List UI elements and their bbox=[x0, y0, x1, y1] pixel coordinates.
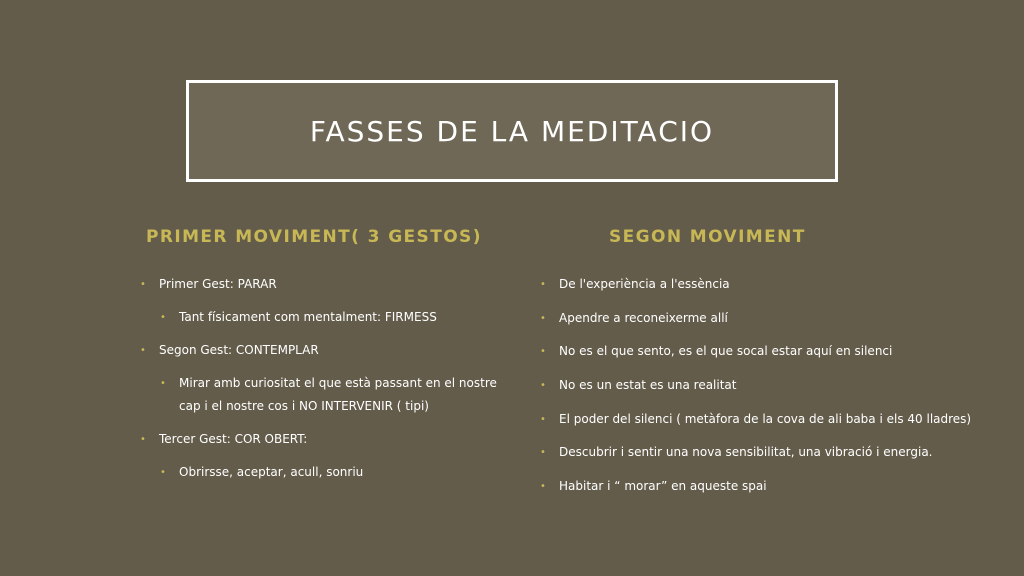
title-box bbox=[186, 80, 838, 182]
sub-bullet-item bbox=[160, 306, 520, 329]
bullet-item bbox=[540, 441, 980, 464]
bullet-text: No es el que sento, es el que socal estar aquí en silenci bbox=[559, 344, 893, 359]
bullet-icon: • bbox=[540, 279, 546, 290]
bullet-text: Obrirsse, aceptar, acull, sonriu bbox=[179, 465, 364, 479]
bullet-text: Segon Gest: CONTEMPLAR bbox=[159, 343, 319, 357]
bullet-text: Mirar amb curiositat el que està passant en el nostre cap i el nostre cos i NO INTERVENIR ( tipi) bbox=[179, 376, 497, 413]
bullet-text: Habitar i “ morar” en aqueste spai bbox=[559, 479, 767, 494]
sub-bullet-item bbox=[160, 461, 520, 484]
bullet-icon: • bbox=[160, 378, 166, 389]
bullet-icon: • bbox=[540, 413, 546, 425]
bullet-icon: • bbox=[540, 447, 546, 459]
bullet-icon: • bbox=[140, 434, 146, 445]
sub-bullet-item bbox=[160, 372, 520, 418]
bullet-text: Descubrir i sentir una nova sensibilitat, una vibració i energia. bbox=[559, 445, 933, 460]
bullet-icon: • bbox=[540, 312, 546, 324]
left-column-heading: PRIMER MOVIMENT( 3 GESTOS) bbox=[146, 227, 482, 247]
bullet-text: De l'experiència a l'essència bbox=[559, 277, 730, 291]
bullet-item bbox=[540, 374, 980, 397]
bullet-item bbox=[540, 475, 980, 498]
slide-title: FASSES DE LA MEDITACIO bbox=[309, 114, 715, 148]
bullet-text: No es un estat es una realitat bbox=[559, 378, 737, 393]
bullet-item bbox=[140, 339, 520, 362]
bullet-text: El poder del silenci ( metàfora de la cova de ali baba i els 40 lladres) bbox=[559, 411, 972, 426]
left-bullet-list bbox=[140, 273, 520, 494]
bullet-icon: • bbox=[160, 467, 166, 478]
bullet-icon: • bbox=[540, 481, 546, 493]
bullet-item bbox=[540, 340, 980, 363]
bullet-icon: • bbox=[540, 346, 546, 358]
bullet-item bbox=[140, 273, 520, 296]
bullet-icon: • bbox=[540, 380, 546, 392]
bullet-icon: • bbox=[160, 312, 166, 323]
bullet-icon: • bbox=[140, 279, 146, 290]
bullet-icon: • bbox=[140, 345, 146, 356]
bullet-item bbox=[540, 273, 980, 296]
right-column-heading: SEGON MOVIMENT bbox=[609, 227, 806, 247]
bullet-text: Tant físicament com mentalment: FIRMESS bbox=[179, 310, 437, 324]
right-bullet-list bbox=[540, 273, 980, 509]
bullet-text: Primer Gest: PARAR bbox=[159, 277, 277, 291]
bullet-item bbox=[140, 428, 520, 451]
bullet-text: Tercer Gest: COR OBERT: bbox=[159, 432, 308, 446]
bullet-item bbox=[540, 408, 980, 431]
bullet-text: Apendre a reconeixerme allí bbox=[559, 310, 728, 325]
bullet-item bbox=[540, 307, 980, 330]
